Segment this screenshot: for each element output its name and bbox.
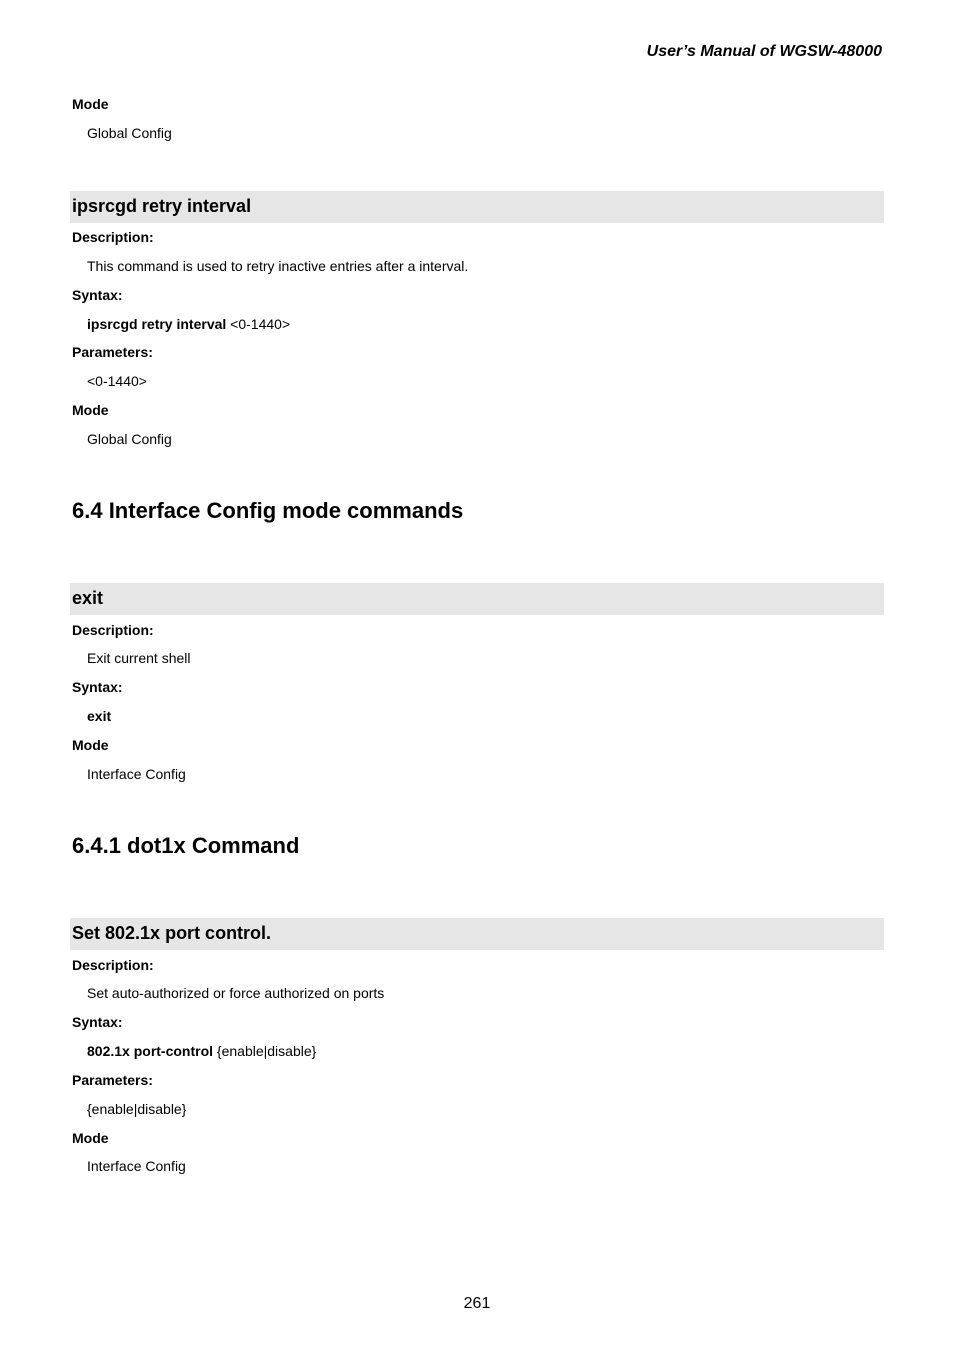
command-title: exit bbox=[72, 588, 104, 608]
syntax-args: {enable|disable} bbox=[213, 1043, 317, 1059]
parameters-label: Parameters: bbox=[72, 1072, 153, 1088]
mode-value: Global Config bbox=[87, 431, 172, 447]
document-header: User’s Manual of WGSW-48000 bbox=[646, 43, 882, 60]
command-title: ipsrcgd retry interval bbox=[72, 196, 252, 216]
syntax-command: 802.1x port-control bbox=[87, 1043, 214, 1059]
description-label: Description: bbox=[72, 622, 154, 638]
mode-label: Mode bbox=[72, 96, 109, 112]
syntax-text bbox=[87, 316, 290, 332]
mode-label: Mode bbox=[72, 402, 109, 418]
mode-value: Interface Config bbox=[87, 766, 186, 782]
syntax-command: exit bbox=[87, 708, 112, 724]
command-title-bar bbox=[70, 918, 884, 950]
description-text: Exit current shell bbox=[87, 650, 191, 666]
command-title: Set 802.1x port control. bbox=[72, 923, 272, 943]
mode-value: Global Config bbox=[87, 125, 172, 141]
parameters-text: {enable|disable} bbox=[87, 1101, 187, 1117]
syntax-args: <0-1440> bbox=[226, 316, 291, 332]
syntax-text bbox=[87, 708, 111, 724]
page-number: 261 bbox=[463, 1295, 491, 1312]
syntax-command: ipsrcgd retry interval bbox=[87, 316, 227, 332]
section-heading: 6.4.1 dot1x Command bbox=[72, 833, 300, 858]
syntax-label: Syntax: bbox=[72, 1014, 123, 1030]
syntax-label: Syntax: bbox=[72, 287, 123, 303]
syntax-text bbox=[87, 1043, 316, 1059]
description-label: Description: bbox=[72, 957, 154, 973]
mode-label: Mode bbox=[72, 737, 109, 753]
section-heading: 6.4 Interface Config mode commands bbox=[72, 498, 464, 523]
mode-label: Mode bbox=[72, 1130, 109, 1146]
mode-value: Interface Config bbox=[87, 1158, 186, 1174]
description-text: This command is used to retry inactive entries after a interval. bbox=[87, 258, 469, 274]
description-text: Set auto-authorized or force authorized on ports bbox=[87, 985, 385, 1001]
command-title-bar bbox=[70, 191, 884, 223]
syntax-label: Syntax: bbox=[72, 679, 123, 695]
parameters-label: Parameters: bbox=[72, 344, 153, 360]
description-label: Description: bbox=[72, 229, 154, 245]
command-title-bar bbox=[70, 583, 884, 615]
parameters-text: <0-1440> bbox=[87, 373, 147, 389]
